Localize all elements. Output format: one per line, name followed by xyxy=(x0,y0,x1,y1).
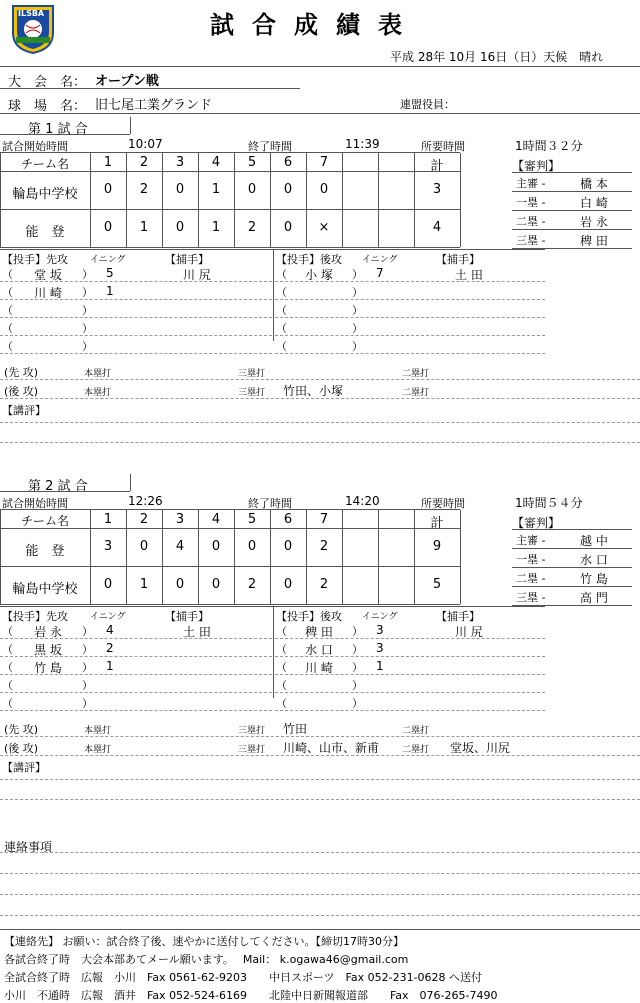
inning-score: 2 xyxy=(319,577,329,592)
rule-line xyxy=(0,171,460,172)
footer-line-2: 各試合終了時 大会本部あてメール願います。 Mail： k.ogawa46@gmail.com xyxy=(4,953,409,966)
inning-score: 0 xyxy=(283,539,293,554)
pitcher-name: 竹 島 xyxy=(34,661,62,675)
paren: （ xyxy=(2,268,13,281)
footer-line-3: 全試合終了時 広報 小川 Fax 0561-62-9203 中日スポーツ Fax 052-231-0628 へ送付 xyxy=(4,971,483,984)
inning-score: 0 xyxy=(283,220,293,235)
rule-line xyxy=(342,510,343,604)
inning-score: 0 xyxy=(247,182,257,197)
inning-score: 0 xyxy=(175,577,185,592)
rule-line xyxy=(0,528,460,529)
rule-line xyxy=(130,117,131,134)
umpire-position: 三塁 - xyxy=(516,591,546,604)
rule-line xyxy=(0,153,1,247)
end-time: 14:20 xyxy=(345,494,380,508)
inning-score: 0 xyxy=(139,539,149,554)
paren: ） xyxy=(352,625,363,638)
footer-line-1: 【連絡先】 お願い：試合終了後、速やかに送付してください。【締切17時30分】 xyxy=(4,935,404,948)
rule-line xyxy=(512,210,632,211)
rule-line xyxy=(275,281,545,282)
paren: （ xyxy=(276,268,287,281)
inning-score: 3 xyxy=(103,539,113,554)
double-label: 二塁打 xyxy=(402,388,430,398)
double-players: 堂坂、川尻 xyxy=(450,741,511,755)
start-time-label: 試合開始時間 xyxy=(2,140,68,153)
inning-label: イニング xyxy=(362,612,398,622)
officer-label: 連盟役員： xyxy=(400,98,455,111)
triple-players: 川崎、山市、新甫 xyxy=(283,741,380,755)
catcher-name: 土 田 xyxy=(455,268,483,282)
rule-line xyxy=(0,509,460,510)
rule-line xyxy=(0,566,460,567)
inning-header: 6 xyxy=(283,155,293,170)
rule-line xyxy=(0,281,272,282)
paren: ） xyxy=(82,268,93,281)
attack-label: (先 攻) xyxy=(4,723,39,736)
paren: （ xyxy=(276,322,287,335)
rule-line xyxy=(0,379,640,380)
paren: （ xyxy=(276,679,287,692)
rule-line xyxy=(512,229,632,230)
pitcher-innings: 1 xyxy=(106,284,114,298)
paren: ） xyxy=(352,697,363,710)
paren: ） xyxy=(82,340,93,353)
paren: ） xyxy=(82,625,93,638)
inning-score: 1 xyxy=(139,220,149,235)
inning-score: 1 xyxy=(211,182,221,197)
umpire-name: 白 崎 xyxy=(580,196,608,210)
inning-header: 4 xyxy=(211,155,221,170)
rule-line xyxy=(0,317,272,318)
paren: ） xyxy=(82,643,93,656)
inning-header: 3 xyxy=(175,512,185,527)
inning-score: 0 xyxy=(211,539,221,554)
venue-label: 球 場 名： xyxy=(8,99,87,114)
paren: （ xyxy=(2,679,13,692)
inning-score: 4 xyxy=(175,539,185,554)
paren: ） xyxy=(352,268,363,281)
pitcher-innings: 3 xyxy=(376,641,384,655)
inning-score: 1 xyxy=(211,220,221,235)
rule-line xyxy=(0,604,460,605)
pitcher-innings: 3 xyxy=(376,623,384,637)
rule-line xyxy=(0,638,272,639)
inning-header: 2 xyxy=(139,512,149,527)
rule-line xyxy=(0,152,460,153)
game-title: 第 1 試 合 xyxy=(28,122,88,137)
paren: （ xyxy=(2,322,13,335)
paren: （ xyxy=(276,340,287,353)
paren: ） xyxy=(352,679,363,692)
inning-score: 0 xyxy=(283,577,293,592)
umpire-name: 岩 永 xyxy=(580,215,608,229)
start-time-label: 試合開始時間 xyxy=(2,497,68,510)
team-name: 能 登 xyxy=(25,544,65,559)
inning-score: 0 xyxy=(247,539,257,554)
rule-line xyxy=(378,510,379,604)
rule-line xyxy=(342,153,343,247)
rule-line xyxy=(0,692,272,693)
inning-score: 0 xyxy=(283,182,293,197)
pitcher-name: 黒 坂 xyxy=(34,643,62,657)
paren: ） xyxy=(82,304,93,317)
inning-score: 1 xyxy=(139,577,149,592)
rule-line xyxy=(512,529,632,530)
rule-line xyxy=(0,134,130,135)
attack-label: (後 攻) xyxy=(4,742,39,755)
paren: ） xyxy=(82,697,93,710)
rule-line xyxy=(0,674,272,675)
paren: ） xyxy=(82,679,93,692)
pitcher-innings: 5 xyxy=(106,266,114,280)
inning-header: 7 xyxy=(319,155,329,170)
catcher-name: 川 尻 xyxy=(455,625,483,639)
paren: （ xyxy=(276,286,287,299)
pitcher-second-label: 【投手】後攻 xyxy=(276,610,342,623)
rule-line xyxy=(0,209,460,210)
tournament-label: 大 会 名： xyxy=(8,75,87,90)
date-weather: 平成 28年 10月 16日（日）天候 晴れ xyxy=(390,50,604,64)
inning-score: 0 xyxy=(211,577,221,592)
logo-text: ILSBA xyxy=(18,9,45,18)
start-time: 10:07 xyxy=(128,137,163,151)
team-name: 輪島中学校 xyxy=(12,582,78,597)
rule-line xyxy=(275,317,545,318)
inning-score: 0 xyxy=(103,182,113,197)
rule-line xyxy=(0,422,640,423)
inning-score: 0 xyxy=(103,220,113,235)
tournament-name: オープン戦 xyxy=(95,74,159,89)
paren: ） xyxy=(82,661,93,674)
paren: ） xyxy=(82,322,93,335)
pitcher-name: 岩 永 xyxy=(34,625,62,639)
duration-label: 所要時間 xyxy=(421,497,465,510)
start-time: 12:26 xyxy=(128,494,163,508)
inning-header: 5 xyxy=(247,155,257,170)
umpire-name: 稗 田 xyxy=(580,234,608,248)
rule-line xyxy=(0,510,1,604)
pitcher-name: 水 口 xyxy=(305,643,333,657)
rule-line xyxy=(275,692,545,693)
home-run-label: 本塁打 xyxy=(84,369,112,379)
umpire-header: 【審判】 xyxy=(512,159,561,173)
inning-header: 3 xyxy=(175,155,185,170)
inning-label: イニング xyxy=(362,255,398,265)
game-title: 第 2 試 合 xyxy=(28,479,88,494)
duration: 1時間３２分 xyxy=(515,139,583,153)
pitcher-innings: 2 xyxy=(106,641,114,655)
total-header: 計 xyxy=(430,516,444,531)
rule-line xyxy=(378,153,379,247)
home-run-label: 本塁打 xyxy=(84,726,112,736)
catcher-name: 川 尻 xyxy=(183,268,211,282)
umpire-position: 主審 - xyxy=(516,177,546,190)
inning-score: 2 xyxy=(139,182,149,197)
triple-players: 竹田 xyxy=(283,722,308,736)
team-name: 輪島中学校 xyxy=(12,187,78,202)
inning-header: 4 xyxy=(211,512,221,527)
triple-label: 三塁打 xyxy=(238,745,266,755)
rule-line xyxy=(275,299,545,300)
umpire-position: 一塁 - xyxy=(516,196,546,209)
league-logo xyxy=(10,3,56,55)
triple-label: 三塁打 xyxy=(238,369,266,379)
inning-score: 0 xyxy=(175,182,185,197)
inning-score: 2 xyxy=(319,539,329,554)
umpire-header: 【審判】 xyxy=(512,516,561,530)
rule-line xyxy=(0,710,272,711)
rule-line xyxy=(460,153,461,247)
umpire-position: 三塁 - xyxy=(516,234,546,247)
rule-line xyxy=(130,474,131,491)
umpire-name: 橋 本 xyxy=(580,177,608,191)
catcher-label: 【捕手】 xyxy=(165,610,209,623)
rule-line xyxy=(275,674,545,675)
rule-line xyxy=(512,586,632,587)
umpire-position: 二塁 - xyxy=(516,572,546,585)
inning-score: 2 xyxy=(247,577,257,592)
rule-line xyxy=(512,191,632,192)
paren: ） xyxy=(352,322,363,335)
team-total: 9 xyxy=(432,539,442,554)
rule-line xyxy=(273,249,274,341)
umpire-name: 竹 島 xyxy=(580,572,608,586)
paren: （ xyxy=(276,304,287,317)
inning-label: イニング xyxy=(90,255,126,265)
rule-line xyxy=(0,755,640,756)
rule-line xyxy=(275,638,545,639)
end-time-label: 終了時間 xyxy=(248,140,292,153)
venue-name: 旧七尾工業グランド xyxy=(95,98,213,113)
inning-header: 1 xyxy=(103,512,113,527)
paren: ） xyxy=(352,340,363,353)
paren: （ xyxy=(2,340,13,353)
paren: （ xyxy=(276,697,287,710)
duration-label: 所要時間 xyxy=(421,140,465,153)
rule-line xyxy=(0,799,640,800)
team-name: 能 登 xyxy=(25,225,65,240)
paren: （ xyxy=(2,661,13,674)
page-title: 試合成績表 xyxy=(210,10,420,39)
catcher-label: 【捕手】 xyxy=(436,610,480,623)
pitcher-innings: 4 xyxy=(106,623,114,637)
inning-score: 0 xyxy=(103,577,113,592)
inning-score: 0 xyxy=(319,182,329,197)
rule-line xyxy=(0,299,272,300)
rule-line xyxy=(0,335,272,336)
pitcher-name: 川 崎 xyxy=(34,286,62,300)
inning-label: イニング xyxy=(90,612,126,622)
home-run-label: 本塁打 xyxy=(84,745,112,755)
pitcher-name: 稗 田 xyxy=(305,625,333,639)
inning-header: 2 xyxy=(139,155,149,170)
umpire-position: 二塁 - xyxy=(516,215,546,228)
triple-label: 三塁打 xyxy=(238,726,266,736)
total-header: 計 xyxy=(430,159,444,174)
rule-line xyxy=(275,353,545,354)
review-label: 【講評】 xyxy=(2,761,46,774)
pitcher-name: 小 塚 xyxy=(305,268,333,282)
paren: ） xyxy=(82,286,93,299)
inning-score: 0 xyxy=(175,220,185,235)
rule-line xyxy=(0,779,640,780)
rule-line xyxy=(275,335,545,336)
team-name-header: チーム名 xyxy=(20,157,69,171)
inning-score: × xyxy=(318,220,330,235)
paren: （ xyxy=(2,643,13,656)
rule-line xyxy=(0,398,640,399)
rule-line xyxy=(0,491,130,492)
team-name-header: チーム名 xyxy=(20,514,69,528)
paren: ） xyxy=(352,643,363,656)
pitcher-innings: 7 xyxy=(376,266,384,280)
pitcher-name: 堂 坂 xyxy=(34,268,62,282)
paren: （ xyxy=(2,625,13,638)
pitcher-first-label: 【投手】先攻 xyxy=(2,253,68,266)
rule-line xyxy=(0,736,640,737)
double-label: 二塁打 xyxy=(402,745,430,755)
inning-header: 5 xyxy=(247,512,257,527)
attack-label: (後 攻) xyxy=(4,385,39,398)
team-total: 4 xyxy=(432,220,442,235)
paren: （ xyxy=(276,643,287,656)
umpire-position: 一塁 - xyxy=(516,553,546,566)
team-total: 3 xyxy=(432,182,442,197)
paren: ） xyxy=(352,286,363,299)
inning-header: 7 xyxy=(319,512,329,527)
team-total: 5 xyxy=(432,577,442,592)
pitcher-name: 川 崎 xyxy=(305,661,333,675)
rule-line xyxy=(460,510,461,604)
rule-line xyxy=(0,442,640,443)
pitcher-second-label: 【投手】後攻 xyxy=(276,253,342,266)
pitcher-innings: 1 xyxy=(106,659,114,673)
rule-line xyxy=(0,656,272,657)
end-time: 11:39 xyxy=(345,137,380,151)
rule-line xyxy=(273,606,274,698)
triple-players: 竹田、小塚 xyxy=(283,384,344,398)
attack-label: (先 攻) xyxy=(4,366,39,379)
rule-line xyxy=(275,710,545,711)
double-label: 二塁打 xyxy=(402,369,430,379)
review-label: 【講評】 xyxy=(2,404,46,417)
pitcher-first-label: 【投手】先攻 xyxy=(2,610,68,623)
paren: （ xyxy=(2,304,13,317)
rule-line xyxy=(275,656,545,657)
rule-line xyxy=(512,567,632,568)
umpire-name: 越 中 xyxy=(580,534,608,548)
rule-line xyxy=(512,172,632,173)
paren: ） xyxy=(352,661,363,674)
duration: 1時間５４分 xyxy=(515,496,583,510)
rule-line xyxy=(0,353,272,354)
catcher-label: 【捕手】 xyxy=(436,253,480,266)
umpire-position: 主審 - xyxy=(516,534,546,547)
home-run-label: 本塁打 xyxy=(84,388,112,398)
paren: （ xyxy=(276,625,287,638)
paren: （ xyxy=(2,697,13,710)
paren: （ xyxy=(2,286,13,299)
rule-line xyxy=(512,548,632,549)
catcher-label: 【捕手】 xyxy=(165,253,209,266)
inning-header: 6 xyxy=(283,512,293,527)
pitcher-innings: 1 xyxy=(376,659,384,673)
rule-line xyxy=(0,247,460,248)
inning-header: 1 xyxy=(103,155,113,170)
double-label: 二塁打 xyxy=(402,726,430,736)
end-time-label: 終了時間 xyxy=(248,497,292,510)
triple-label: 三塁打 xyxy=(238,388,266,398)
catcher-name: 土 田 xyxy=(183,625,211,639)
umpire-name: 高 門 xyxy=(580,591,608,605)
notices-label: 連絡事項 xyxy=(4,840,53,854)
paren: （ xyxy=(276,661,287,674)
paren: ） xyxy=(352,304,363,317)
umpire-name: 水 口 xyxy=(580,553,608,567)
inning-score: 2 xyxy=(247,220,257,235)
footer-line-4: 小川 不通時 広報 酒井 Fax 052-524-6169 北陸中日新聞報道部 Fax 076-265-7490 xyxy=(4,989,498,1002)
